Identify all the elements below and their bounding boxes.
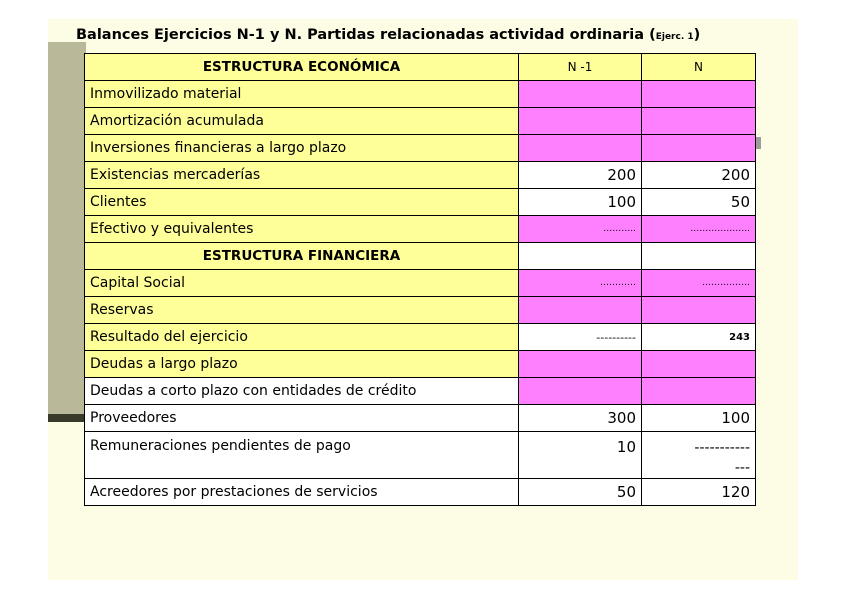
row-label: Deudas a corto plazo con entidades de crédito [85, 378, 519, 405]
empty-cell [642, 243, 756, 270]
table-row [85, 297, 756, 324]
value-cell-curr: 100 [642, 405, 756, 432]
input-cell-prev[interactable] [519, 351, 642, 378]
row-label: Inversiones financieras a largo plazo [85, 135, 519, 162]
input-cell-curr[interactable] [642, 378, 756, 405]
table-row [85, 162, 756, 189]
input-cell-prev[interactable] [519, 297, 642, 324]
row-label: Deudas a largo plazo [85, 351, 519, 378]
title-exercise-ref: Ejerc. 1 [655, 32, 694, 42]
value-cell-prev: 50 [519, 479, 642, 506]
dash-line-1: ----------- [694, 440, 750, 456]
input-cell-curr[interactable] [642, 108, 756, 135]
decorative-mark [756, 137, 761, 149]
input-cell-prev[interactable] [519, 108, 642, 135]
value-cell-prev: 200 [519, 162, 642, 189]
table-row [85, 405, 756, 432]
value-cell-prev: ---------- [519, 324, 642, 351]
row-label: Inmovilizado material [85, 81, 519, 108]
table-row [85, 216, 756, 243]
row-label: Resultado del ejercicio [85, 324, 519, 351]
decorative-side-bar-dark [48, 414, 86, 422]
value-cell-curr: 120 [642, 479, 756, 506]
empty-cell [519, 243, 642, 270]
input-cell-curr[interactable]: ……………. [642, 270, 756, 297]
header-financial-structure: ESTRUCTURA FINANCIERA [85, 243, 519, 270]
row-label: Amortización acumulada [85, 108, 519, 135]
input-cell-curr[interactable] [642, 297, 756, 324]
input-cell-prev[interactable]: ……….. [519, 216, 642, 243]
row-label: Proveedores [85, 405, 519, 432]
table-row [85, 81, 756, 108]
header-col-curr: N [642, 54, 756, 81]
dash-line-2: --- [734, 460, 750, 476]
row-label: Acreedores por prestaciones de servicios [85, 479, 519, 506]
header-economic-structure: ESTRUCTURA ECONÓMICA [85, 54, 519, 81]
value-cell-prev: 100 [519, 189, 642, 216]
row-label: Existencias mercaderías [85, 162, 519, 189]
value-cell-prev: 300 [519, 405, 642, 432]
row-label: Capital Social [85, 270, 519, 297]
value-cell-curr: 243 [642, 324, 756, 351]
input-cell-curr[interactable] [642, 135, 756, 162]
value-cell-prev: 10 [519, 432, 642, 479]
table-section-row [85, 243, 756, 270]
table-row [85, 324, 756, 351]
decorative-side-bar [48, 42, 86, 414]
table-row [85, 270, 756, 297]
title-text: Balances Ejercicios N-1 y N. Partidas relacionadas actividad ordinaria ( [76, 27, 656, 43]
table-row [85, 351, 756, 378]
row-label: Efectivo y equivalentes [85, 216, 519, 243]
table-row [85, 108, 756, 135]
input-cell-prev[interactable] [519, 81, 642, 108]
table-header-row [85, 54, 756, 81]
input-cell-curr[interactable] [642, 351, 756, 378]
balance-table [84, 53, 756, 506]
row-label: Remuneraciones pendientes de pago [85, 432, 519, 479]
row-label: Clientes [85, 189, 519, 216]
value-cell-curr [642, 432, 756, 479]
page-title [76, 27, 776, 43]
value-cell-curr: 200 [642, 162, 756, 189]
input-cell-prev[interactable]: ………… [519, 270, 642, 297]
input-cell-curr[interactable]: ……………….. [642, 216, 756, 243]
input-cell-prev[interactable] [519, 135, 642, 162]
table-row [85, 432, 756, 479]
header-col-prev: N -1 [519, 54, 642, 81]
row-label: Reservas [85, 297, 519, 324]
input-cell-curr[interactable] [642, 81, 756, 108]
input-cell-prev[interactable] [519, 378, 642, 405]
value-cell-curr: 50 [642, 189, 756, 216]
table-row [85, 189, 756, 216]
table-row [85, 135, 756, 162]
table-row [85, 479, 756, 506]
title-close: ) [693, 27, 701, 43]
table-row [85, 378, 756, 405]
